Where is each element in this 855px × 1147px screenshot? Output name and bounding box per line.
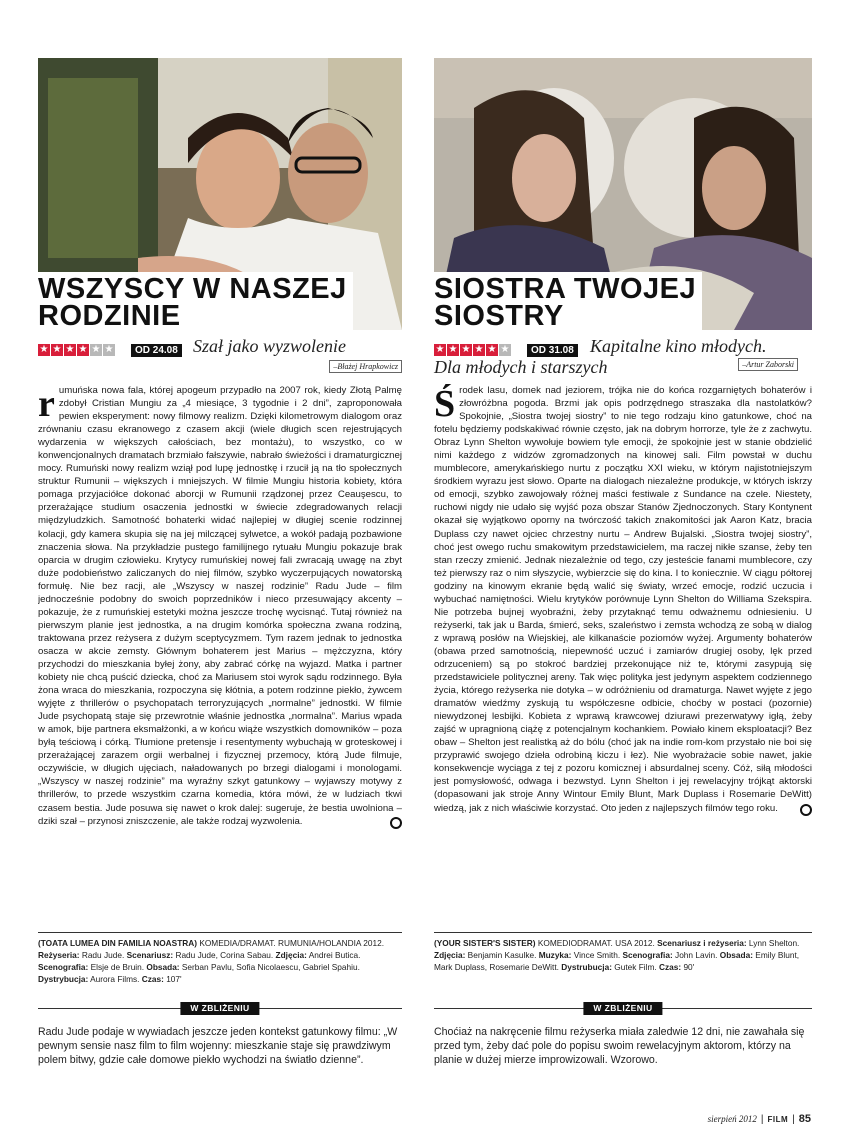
star-icon: ★ — [500, 344, 510, 355]
credit-value: Vince Smith. — [571, 950, 623, 960]
star-rating — [434, 344, 511, 356]
star-icon: ★ — [65, 344, 75, 355]
star-icon: ★ — [487, 344, 497, 355]
magazine-name: FILM — [767, 1115, 789, 1124]
page-footer — [708, 1113, 811, 1125]
credit-value: Elsje de Bruin. — [88, 962, 147, 972]
zoom-text: Radu Jude podaje w wywiadach jeszcze jeden kontekst gatunkowy filmu: „W pewnym sensie nasz film to film wojenny: mieszkanie staje się prawdziwym polem bitwy, gdzie całe domowe piekło wychodzi na światło dzienne”. — [38, 1026, 398, 1066]
zoom-label: W ZBLIŻENIU — [583, 1002, 662, 1015]
credit-label: Obsada: — [719, 950, 753, 960]
article-right — [434, 58, 812, 1067]
tagline: Szał jako wyzwolenie — [193, 336, 346, 356]
drop-cap: r — [38, 384, 55, 425]
title-line: SIOSTRY — [434, 300, 564, 330]
credit-label: Muzyka: — [538, 950, 572, 960]
credit-value: Aurora Films. — [88, 974, 142, 984]
title-line: WSZYSCY W NASZEJ — [38, 273, 347, 305]
credit-value: Emily Blunt, Mark Duplass, Rosemarie DeWitt. — [434, 950, 800, 972]
author-byline: –Artur Zaborski — [738, 358, 798, 371]
credit-label: Obsada: — [146, 962, 180, 972]
credit-label: Zdjęcia: — [434, 950, 466, 960]
article-title — [434, 273, 697, 330]
credit-value: Radu Jude, Corina Sabau. — [173, 950, 276, 960]
article-body-text: umuńska nowa fala, której apogeum przypadło na 2007 rok, kiedy Złotą Palmę zdobył Cristian Mungiu za „4 miesiące, 3 tygodnie i 2 dni”, zaproponowała pewien eksperyment: nowy filmowy realizm. Dzięki kilometrowym dialogom oraz zrównaniu czasu ekranowego z czasem akcji (wiele długich scen rejestrujących wydarzenia w większych całościach, bez montażu), to wszystko, co w konwencjonalnych dramatach brzmiało fałszywie, nabrało świeżości i dramaturgicznej mocy. Rumuński nowy realizm wziął pod lupę jednostkę i rzucił ją na tło społecznych struktur Rumunii – większych i mniejszych. W filmie Mungiu historia kobiety, która pomaga przyjaciółce dokonać aborcji w Rumunii rządzonej przez Ceauşescu, to przerażające studium osaczenia jednostki w świecie zdegradowanych relacji międzyludzkich. Samotność bohaterki widać najlepiej w długiej scenie rodzinnej kolacji, gdy kamera skupia się na jej milczącej sylwetce, a wokół padają pozbawione znaczenia słowa. Na przykładzie pustego familijnego rytuału Mungiu pokazuje brak oparcia w drugim człowieku. Krytycy rumuńskiej nowej fali zwracają uwagę na zbyt duże podobieństwo zaliczanych do niej filmów, szybko wyczerpujących nowatorską formułę. Nie bez racji, ale „Wszyscy w naszej rodzinie” Radu Jude – film jednocześnie podobny do swoich poprzedników i nieco przesuwający akcenty – pokazuje, że z rumuńskiej estetyki można jeszcze trochę wycisnąć. Tutaj również na pierwszym planie jest jednostka, a na drugim komórka społeczna zwana rodziną, traktowana przez reżysera z dużym sceptycyzmem. Tym razem jednak to jednostka osacza w akcie zemsty. Głównym bohaterem jest Marius – mężczyzna, który przychodzi do mieszkania byłej żony, aby zabrać córkę na wyjazd. Matka i partner kobiety nie chcą puścić dziecka, choć za Mariusem stoi wyrok sądu rodzinnego. Była żona wraca do mieszkania, rozpoczyna się kłótnia, a potem rodzinne piekło, żywcem wyjęte z thrillerów o psychopatach terroryzujących „normalne” jednostki. W filmie Jude psychopatą staje się przewrotnie właśnie jednostka „normalna”. Marius wpada w amok, bije partnera eksmałżonki, a w końcu wiąże wszystkich domowników – poza byłą teściową i córką. Tłumione pretensje i resentymenty wybuchają w groteskowej i przerażającej zarazem orgii werbalnej i fizycznej przemocy, którą Jude filmuje, oczywiście, w długich ujęciach, naładowanych po brzegi dialogami i monologami. „Wszyscy w naszej rodzinie” ma wyraźny szkyt gatunkowy – wyjawszy motywy z thrillerów, to przede wszystkim czarna komedia, która mówi, że w ludziach tkwi czasem bestia. Jude posuwa się nawet o krok dalej: sugeruje, że bestia uwolniona – dziki szał – przynosi zniszczenie, ale także rodzaj wyzwolenia. — [38, 385, 402, 827]
credit-value: 90' — [681, 962, 695, 972]
tagline: Kapitalne kino młodych. — [590, 336, 767, 356]
author-byline: –Błażej Hrapkowicz — [329, 360, 402, 373]
drop-cap: Ś — [434, 384, 456, 425]
star-icon: ★ — [52, 344, 62, 355]
rating-row — [38, 336, 402, 380]
star-icon: ★ — [78, 344, 88, 355]
divider — [38, 932, 402, 933]
page-number: 85 — [798, 1113, 811, 1125]
end-mark-icon — [800, 804, 812, 816]
film-credits — [38, 937, 402, 997]
divider — [434, 932, 812, 933]
footer-separator: | — [760, 1114, 764, 1125]
zoom-text: Choćiaż na nakręcenie filmu reżyserka miała zaledwie 12 dni, nie zawahała się przed tym, żeby dać pole do popisu swoim rewelacyjnym aktorom, którzy na planie w dużej mierze improwizowali. Wzorowo. — [434, 1026, 805, 1066]
article-title — [38, 273, 347, 330]
credit-value: Radu Jude. — [79, 950, 127, 960]
credit-value: John Lavin. — [672, 950, 720, 960]
release-date-badge: OD 24.08 — [131, 344, 182, 357]
star-rating — [38, 344, 115, 356]
end-mark-icon — [390, 817, 402, 829]
release-date-badge: OD 31.08 — [527, 344, 578, 357]
star-icon: ★ — [435, 344, 445, 355]
credit-value: 107' — [163, 974, 182, 984]
footer-separator: | — [792, 1114, 795, 1125]
star-icon: ★ — [461, 344, 471, 355]
credit-label: Reżyseria: — [38, 950, 80, 960]
original-title: (TOATA LUMEA DIN FAMILIA NOASTRA) — [38, 938, 198, 948]
issue-date: sierpień 2012 — [707, 1114, 757, 1124]
credit-value: Benjamin Kasulke. — [465, 950, 539, 960]
star-icon: ★ — [474, 344, 484, 355]
star-icon: ★ — [39, 344, 49, 355]
tagline: Dla młodych i starszych — [434, 357, 608, 377]
article-body — [38, 384, 402, 924]
credit-label: Scenografia: — [38, 962, 89, 972]
credit-label: Czas: — [141, 974, 164, 984]
original-title: (YOUR SISTER'S SISTER) — [434, 938, 536, 948]
title-box — [38, 272, 353, 330]
star-icon: ★ — [104, 344, 114, 355]
film-credits — [434, 937, 812, 997]
credit-value: Serban Pavlu, Sofia Nicolaescu, Gabriel Spahiu. — [179, 962, 360, 972]
credit-label: Dystrybucja: — [38, 974, 89, 984]
title-line: RODZINIE — [38, 300, 181, 330]
credit-label: Dystrubucja: — [561, 962, 612, 972]
star-icon: ★ — [91, 344, 101, 355]
zoom-label: W ZBLIŻENIU — [180, 1002, 259, 1015]
film-still-two-women — [434, 58, 812, 330]
article-body-text: rodek lasu, domek nad jeziorem, trójka nie do końca rozgarniętych bohaterów i złowróżbna pogoda. Brzmi jak opis podrzędnego straszaka dla nastolatków? Spokojnie, „Siostra twojej siostry” to nie tego rodzaju kino gatunkowe, choć na fotelu będziemy podskakiwać równie często, jak na dobrym horrorze, tyle że z zachwytu. Obraz Lynn Shelton wywołuje bowiem tyle emocji, że spokojnie jest w stanie obdzielić nimi każdego z widzów zgromadzonych na kinowej sali. Film powstał w duchu mumblecore, amerykańskiego nurtu z początku XXI wieku, w którym najistotniejszym środkiem wyrazu jest słowo. Oparte na dialogach niezależne produkcje, w których iskrzy od emocji, szybko zawojowały różnej maści festiwale z Sundance na czele. Niestety, ruchowi nigdy nie udało się wyjść poza obszar Stanów Zjednoczonych. Stary Kontynent okazał się wyjątkowo oporny na twórczość takich znakomitości jak Aaron Katz, bracia Duplass czy nawet ojciec chrzestny nurtu – Andrew Bujalski. „Siostra twojej siostry”, choć jest owego ruchu smakowitym przedstawicielem, ma raczej nikłe szanse, żeby ten stan rzeczy zmienić. Jednak niezależnie od tego, czy jesteście fanami mumblecore, czy też pierwszy raz o nim słyszycie, wybierzcie się do kina. I to koniecznie. W ciągu półtorej godziny na kinowym ekranie będą walić się światy, wrzeć emocje, rodzić uczucia i wybuchać namiętności. Wielu krytyków porównuje Lynn Shelton do Williama Szekspira. Nie potrzeba bujnej wyobraźni, żeby przytaknąć temu odważnemu odniesieniu. U reżyserki, tak jak u Barda, śmierć, seks, szaleństwo i zemsta wchodzą ze sobą w dialog z wprawą posłów na Wiejskiej, ale kilkanaście poziomów wyżej. Argumenty bohaterów (obawa przed samotnością, niepewność uczuć i zamiarów drugiej osoby, lęk przed odrzuceniem) są po stokroć bardziej przekonujące niż te, którymi zasypują się przedstawiciele politycznej areny. Tak więc polityka jest jedynym aspektem codziennego życia, którego reżyserka nie dotyka – w odróżnieniu od dramaturga. Nawet wyjęte z jego dramatów wiedźmy zyskują tu współczesne odbicie, choćby w postaci (pozornie) niewydzonej lesbijki. Kobieta z wprawą krawcowej dziurawi prezerwatywy igłą, żeby zajść w upragnioną ciążę z potencjalnym kochankiem. Powiało kinem eksploatacji? Bez obaw – Shelton jest realistką aż do bólu (choć jak na indie rom-kom przystało nie boi się przyprawić swojego dzieła odrobiną kiczu i łez). Nie wyobrażacie sobie nawet, jakie konsekwencje wyciąga z tej z pozoru komicznej i absurdalnej sceny. Cóż, siłą młodości jest pomysłowość, odwaga i bezwstyd. Lynn Shelton i jej rewelacyjny trójkąt aktorski (dopasowani jak stroje Anny Wintour Emily Blunt, Mark Duplass i Rosemarie DeWitt) wiedzą, jak z nich właściwie korzystać. Oto jeden z najlepszych filmów tego roku. — [434, 385, 812, 814]
credit-label: Scenografia: — [622, 950, 673, 960]
zoom-header — [434, 1001, 812, 1017]
title-box — [434, 272, 702, 330]
star-icon: ★ — [448, 344, 458, 355]
credit-label: Zdjęcia: — [275, 950, 307, 960]
title-line: SIOSTRA TWOJEJ — [434, 273, 697, 305]
credits-genre: KOMEDIA/DRAMAT. RUMUNIA/HOLANDIA 2012. — [197, 938, 385, 948]
credit-label: Czas: — [659, 962, 682, 972]
credit-value: Andrei Butica. — [306, 950, 361, 960]
credit-value: Gutek Film. — [611, 962, 659, 972]
rating-row — [434, 336, 812, 380]
credits-genre: KOMEDIODRAMAT. USA 2012. — [535, 938, 658, 948]
credit-label: Scenariusz: — [126, 950, 174, 960]
article-body — [434, 384, 812, 924]
article-left — [38, 58, 402, 1067]
credit-value: Lynn Shelton. — [746, 938, 800, 948]
zoom-header — [38, 1001, 402, 1017]
film-still-father-daughter — [38, 58, 402, 330]
credit-label: Scenariusz i reżyseria: — [657, 938, 747, 948]
